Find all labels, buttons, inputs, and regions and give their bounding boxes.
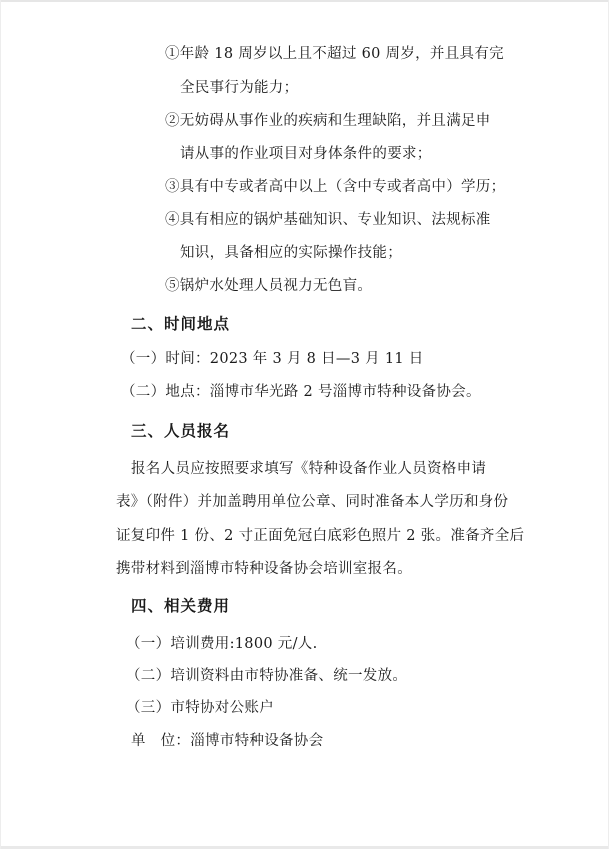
section-heading-time-place: 二、时间地点 (131, 315, 231, 333)
requirement-2-line-2: 请从事的作业项目对身体条件的要求； (180, 146, 432, 162)
registration-paragraph-line-3: 证复印件 1 份、2 寸正面免冠白底彩色照片 2 张。准备齐全后 (116, 528, 525, 544)
registration-paragraph-line-2: 表》（附件）并加盖聘用单位公章、同时准备本人学历和身份 (116, 494, 509, 510)
requirement-4-line-2: 知识，具备相应的实际操作技能； (180, 245, 402, 261)
unit-line: 单 位：淄博市特种设备协会 (131, 733, 324, 749)
registration-paragraph-line-1: 报名人员应按照要求填写《特种设备作业人员资格申请 (131, 461, 487, 477)
time-line: （一）时间：2023 年 3 月 8 日—3 月 11 日 (121, 351, 424, 367)
fee-line: （一）培训费用:1800 元/人. (126, 636, 318, 652)
account-line: （三）市特协对公账户 (126, 700, 274, 716)
requirement-1-line-2: 全民事行为能力； (180, 80, 299, 96)
page-top-edge (0, 0, 609, 2)
page-left-edge (0, 0, 1, 849)
requirement-5: ⑤锅炉水处理人员视力无色盲。 (165, 278, 373, 294)
requirement-3: ③具有中专或者高中以上（含中专或者高中）学历； (165, 179, 506, 195)
registration-paragraph-line-4: 携带材料到淄博市特种设备协会培训室报名。 (116, 561, 412, 577)
requirement-2-line-1: ②无妨碍从事作业的疾病和生理缺陷，并且满足申 (165, 113, 491, 129)
section-heading-fees: 四、相关费用 (131, 597, 231, 615)
section-heading-registration: 三、人员报名 (131, 422, 231, 440)
materials-line: （二）培训资料由市特协准备、统一发放。 (126, 668, 408, 684)
requirement-4-line-1: ④具有相应的锅炉基础知识、专业知识、法规标准 (165, 212, 491, 228)
place-line: （二）地点：淄博市华光路 2 号淄博市特种设备协会。 (121, 384, 481, 400)
requirement-1-line-1: ①年龄 18 周岁以上且不超过 60 周岁，并且具有完 (165, 46, 504, 62)
